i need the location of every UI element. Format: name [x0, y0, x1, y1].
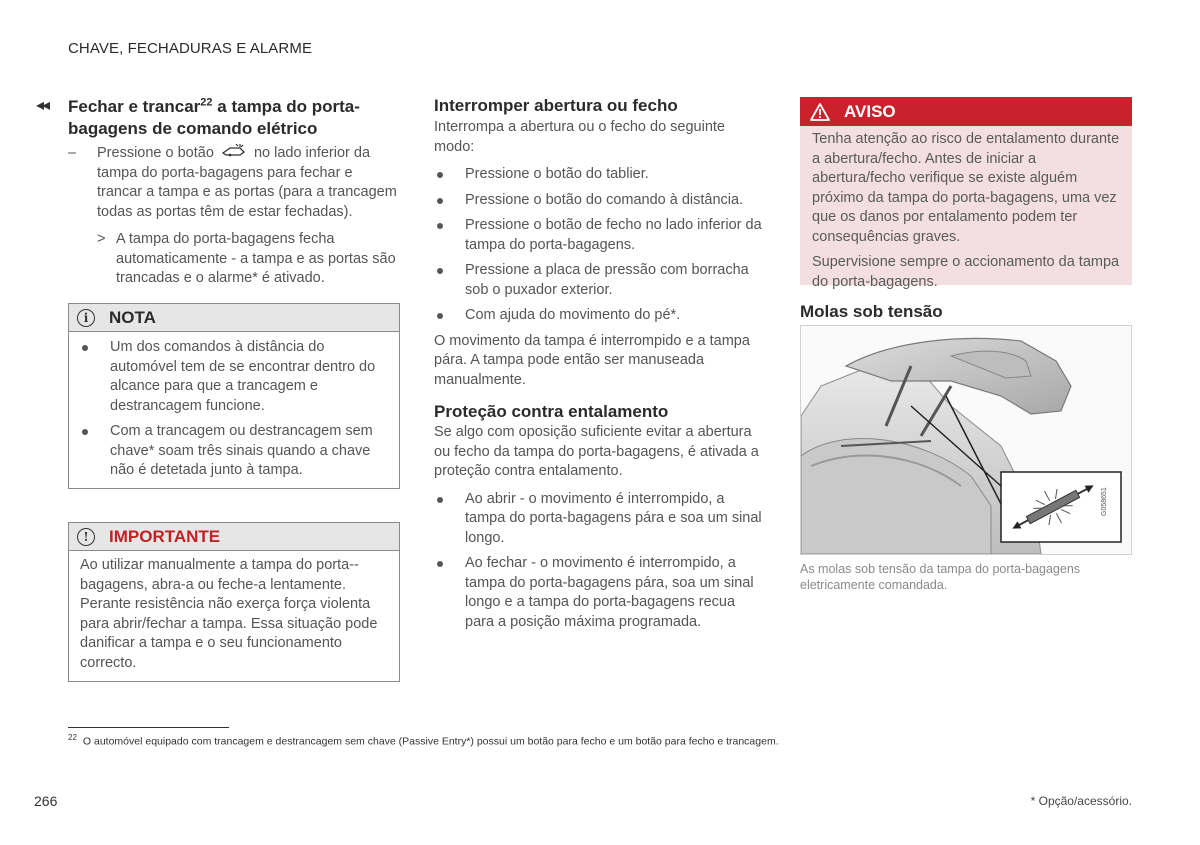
figure-code: G058651: [1101, 487, 1108, 516]
list-item: Com a trancagem ou destrancagem sem chave* soam três sinais quando a chave não é detetada junto à tampa.: [79, 422, 385, 481]
figure-caption: As molas sob tensão da tampa do porta-bagagens eletricamente comandada.: [800, 562, 1081, 592]
back-arrow-icon[interactable]: ◂◂: [36, 97, 49, 114]
list-item: Ao fechar - o movimento é interrompido, a tampa do porta-bagagens pára, soa um sinal longo e a tampa do porta-bagagens recua para a posição máxima programada.: [434, 554, 768, 632]
tailgate-drawing: [801, 326, 1131, 554]
anti-pinch-intro: Se algo com oposição suficiente evitar a abertura ou fecho da tampa do porta-bagagens, é ativada a proteção contra entalamento.: [434, 424, 759, 479]
section-title-close-lock: Fechar e trancar$^{22}$ a tampa do porta-bagagens de comando elétrico: [68, 96, 360, 138]
aviso-text-2: Supervisione sempre o accionamento da tampa do porta-bagagens.: [812, 254, 1120, 290]
list-item: Com ajuda do movimento do pé*.: [434, 306, 768, 326]
tailgate-lock-button-icon: [220, 144, 248, 158]
section-title-anti-pinch: Proteção contra entalamento: [434, 402, 669, 421]
section-title-springs: Molas sob tensão: [800, 302, 943, 321]
importante-title: IMPORTANTE: [109, 526, 221, 546]
exclamation-icon: !: [77, 528, 95, 546]
warning-triangle-icon: [810, 103, 830, 121]
aviso-text-1: Tenha atenção ao risco de entalamento durante a abertura/fecho. Antes de iniciar a abertura/fecho verifique se existe alguém próximo da tampa do porta-bagagens, uma vez que os danos por entalamento podem ter consequências graves.: [812, 131, 1120, 245]
page-number: 266: [34, 793, 58, 809]
interrupt-after: O movimento da tampa é interrompido e a tampa pára. A tampa pode então ser manuseada manualmente.: [434, 332, 750, 388]
tailgate-springs-illustration: [800, 325, 1132, 555]
aviso-box: [800, 97, 1132, 290]
importante-text: Ao utilizar manualmente a tampa do porta--bagagens, abra-a ou feche-a lentamente. Perante resistência não exerça força violenta para abrir/fechar a tampa. Essa situação pode danificar a tampa e o seu funcionamento correcto.: [80, 557, 378, 671]
option-note: * Opção/acessório.: [1030, 794, 1132, 808]
info-icon: i: [77, 309, 95, 327]
footnote-ref: 22: [200, 96, 213, 109]
list-item: Pressione o botão de fecho no lado inferior da tampa do porta-bagagens.: [434, 216, 768, 255]
aviso-title: AVISO: [844, 101, 896, 121]
nota-title: NOTA: [109, 307, 156, 327]
list-item: Um dos comandos à distância do automóvel tem de se encontrar dentro do alcance para que a trancagem e destrancagem funcione.: [79, 338, 385, 416]
footnote: $^{22}$ O automóvel equipado com trancagem e destrancagem sem chave (Passive Entry*) possui um botão para fecho e um botão para fecho e trancagem.: [68, 733, 779, 748]
list-item: Pressione o botão do comando à distância.: [434, 191, 768, 211]
nota-box: [68, 303, 400, 489]
result-item: > A tampa do porta-bagagens fecha automaticamente - a tampa e as portas são trancadas e o alarme* é ativado.: [97, 231, 396, 286]
step-item: – Pressione o botão no lado inferior da tampa do porta-bagagens para fechar e trancar a tampa e as portas (para a trancagem todas as portas têm de estar fechadas).: [68, 145, 397, 220]
importante-box: [68, 522, 400, 682]
list-item: Pressione o botão do tablier.: [434, 165, 768, 185]
list-item: Pressione a placa de pressão com borracha sob o puxador exterior.: [434, 261, 768, 300]
interrupt-intro: Interrompa a abertura ou o fecho do seguinte modo:: [434, 119, 725, 155]
section-title-interrupt: Interromper abertura ou fecho: [434, 96, 678, 115]
list-item: Ao abrir - o movimento é interrompido, a tampa do porta-bagagens pára e soa um sinal longo.: [434, 490, 768, 549]
footnote-divider: [68, 727, 229, 728]
chapter-header: CHAVE, FECHADURAS E ALARME: [68, 40, 313, 57]
